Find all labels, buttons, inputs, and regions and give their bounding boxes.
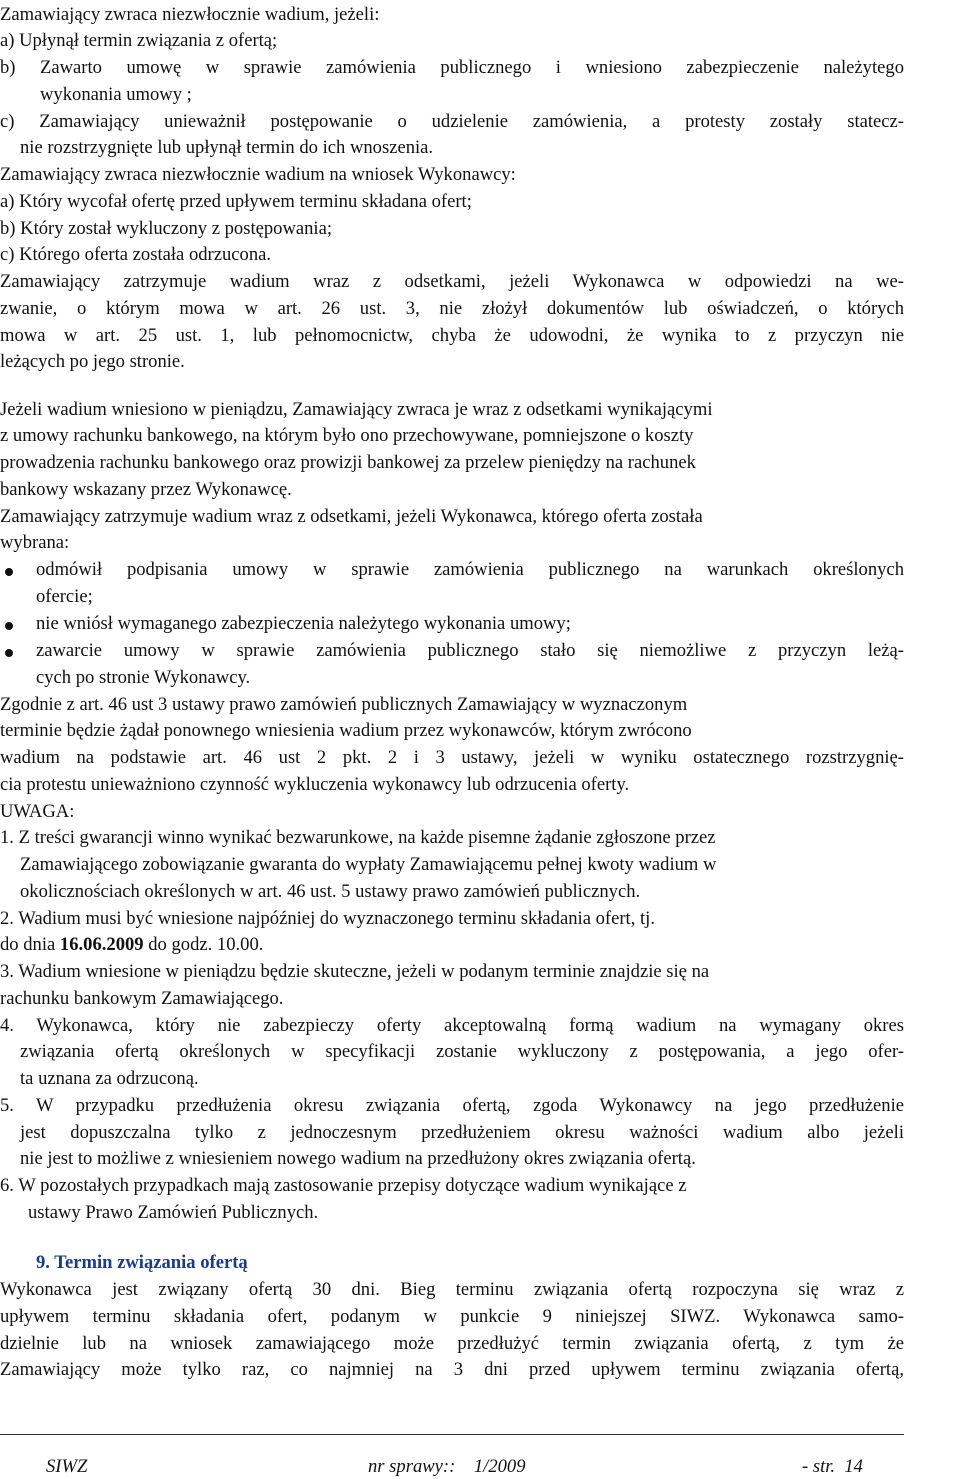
deadline-date: 16.06.2009	[59, 934, 144, 955]
deadline-line	[0, 934, 263, 956]
text-line: cia protestu unieważniono czynność wykluczenia wykonawcy lub odrzucenia oferty.	[0, 774, 630, 795]
bullet-dot	[5, 649, 13, 657]
text-line: ustawy Prawo Zamówień Publicznych.	[28, 1202, 319, 1223]
text-line: nie rozstrzygnięte lub upłynął termin do ich wnoszenia.	[20, 137, 434, 158]
bullet-dot	[5, 568, 13, 576]
text-line: Jeżeli wadium wniesiono w pieniądzu, Zamawiający zwraca je wraz z odsetkami wynikającymi	[0, 399, 713, 420]
bullet-item-text: odmówił podpisania umowy w sprawie zamówienia publicznego na warunkach określonych	[36, 559, 904, 580]
text-line: Zamawiającego zobowiązanie gwaranta do wypłaty Zamawiającemu pełnej kwoty wadium w	[20, 854, 717, 875]
text-line: 2. Wadium musi być wniesione najpóźniej do wyznaczonego terminu składania ofert, tj.	[0, 908, 655, 929]
text-line: mowa w art. 25 ust. 1, lub pełnomocnictw, chyba że udowodni, że wynika to z przyczyn nie	[0, 325, 904, 346]
text-line: zwanie, o którym mowa w art. 26 ust. 3, nie złożył dokumentów lub oświadczeń, o których	[0, 298, 904, 319]
text-line: b) Zawarto umowę w sprawie zamówienia publicznego i wniesiono zabezpieczenie należytego	[0, 57, 904, 78]
text-line: prowadzenia rachunku bankowego oraz prowizji bankowej za przelew pieniędzy na rachunek	[0, 452, 696, 473]
text-line: c) Którego oferta została odrzucona.	[0, 244, 272, 265]
text-line: Zgodnie z art. 46 ust 3 ustawy prawo zamówień publicznych Zamawiający w wyznaczonym	[0, 694, 688, 715]
bullet-item-text: ofercie;	[36, 586, 93, 607]
text-line: a) Upłynął termin związania z ofertą;	[0, 30, 278, 51]
text-line: ta uznana za odrzuconą.	[20, 1068, 199, 1089]
footer-center: nr sprawy:: 1/2009	[368, 1456, 526, 1477]
text-line: 3. Wadium wniesione w pieniądzu będzie skuteczne, jeżeli w podanym terminie znajdzie się na	[0, 961, 710, 982]
text-line: z umowy rachunku bankowego, na którym było ono przechowywane, pomniejszone o koszty	[0, 425, 694, 446]
bullet-dot	[5, 622, 13, 630]
footer-divider	[0, 1434, 904, 1435]
text-line: rachunku bankowym Zamawiającego.	[0, 988, 284, 1009]
bullet-item-text: nie wniósł wymaganego zabezpieczenia należytego wykonania umowy;	[36, 613, 571, 634]
section-heading: 9. Termin związania ofertą	[36, 1252, 248, 1273]
text-line: Zamawiający zatrzymuje wadium wraz z odsetkami, jeżeli Wykonawca, którego oferta została	[0, 506, 703, 527]
text-line: wadium na podstawie art. 46 ust 2 pkt. 2 i 3 ustawy, jeżeli w wyniku ostatecznego rozstrzygnię-	[0, 747, 904, 768]
text-line: związania ofertą określonych w specyfikacji zostanie wykluczony z postępowania, a jego ofer-	[20, 1041, 904, 1062]
text-line: jest dopuszczalna tylko z jednoczesnym przedłużeniem okresu ważności wadium albo jeżeli	[20, 1122, 904, 1143]
text-line: 1. Z treści gwarancji winno wynikać bezwarunkowe, na każde pisemne żądanie zgłoszone przez	[0, 827, 716, 848]
deadline-prefix: do dnia	[0, 934, 60, 955]
text-line: terminie będzie żądał ponownego wniesienia wadium przez wykonawców, którym zwrócono	[0, 720, 692, 741]
text-line: Zamawiający zwraca niezwłocznie wadium na wniosek Wykonawcy:	[0, 164, 516, 185]
footer-left: SIWZ	[46, 1456, 88, 1477]
text-line: upływem terminu składania ofert, podanym w punkcie 9 niniejszej SIWZ. Wykonawca samo-	[0, 1306, 904, 1327]
footer-page-number: - str. 14	[802, 1456, 863, 1477]
text-line: c) Zamawiający unieważnił postępowanie o udzielenie zamówienia, a protesty zostały statecz-	[0, 111, 904, 132]
text-line: leżących po jego stronie.	[0, 351, 185, 372]
text-line: a) Który wycofał ofertę przed upływem terminu składana ofert;	[0, 191, 472, 212]
text-line: nie jest to możliwe z wniesieniem nowego wadium na przedłużony okres związania ofertą.	[20, 1148, 696, 1169]
text-line: bankowy wskazany przez Wykonawcę.	[0, 479, 292, 500]
text-line: UWAGA:	[0, 801, 75, 822]
deadline-time: do godz. 10.00.	[143, 934, 264, 955]
text-line: wybrana:	[0, 532, 70, 553]
text-line: 4. Wykonawca, który nie zabezpieczy oferty akceptowalną formą wadium na wymagany okres	[0, 1015, 904, 1036]
text-line: b) Który został wykluczony z postępowania;	[0, 218, 333, 239]
text-line: Zamawiający zatrzymuje wadium wraz z odsetkami, jeżeli Wykonawca w odpowiedzi na we-	[0, 271, 904, 292]
text-line: 5. W przypadku przedłużenia okresu związania ofertą, zgoda Wykonawcy na jego przedłużenie	[0, 1095, 904, 1116]
text-line: Zamawiający może tylko raz, co najmniej na 3 dni przed upływem terminu związania ofertą,	[0, 1359, 904, 1380]
text-line: dzielnie lub na wniosek zamawiającego może przedłużyć termin związania ofertą, z tym że	[0, 1333, 904, 1354]
text-line: okolicznościach określonych w art. 46 ust. 5 ustawy prawo zamówień publicznych.	[20, 881, 641, 902]
text-line: Wykonawca jest związany ofertą 30 dni. Bieg terminu związania ofertą rozpoczyna się wraz z	[0, 1279, 904, 1300]
text-line: Zamawiający zwraca niezwłocznie wadium, jeżeli:	[0, 4, 380, 25]
bullet-item-text: cych po stronie Wykonawcy.	[36, 667, 251, 688]
bullet-item-text: zawarcie umowy w sprawie zamówienia publicznego stało się niemożliwe z przyczyn leżą-	[36, 640, 904, 661]
text-line: 6. W pozostałych przypadkach mają zastosowanie przepisy dotyczące wadium wynikające z	[0, 1175, 687, 1196]
text-line: wykonania umowy ;	[40, 84, 192, 105]
